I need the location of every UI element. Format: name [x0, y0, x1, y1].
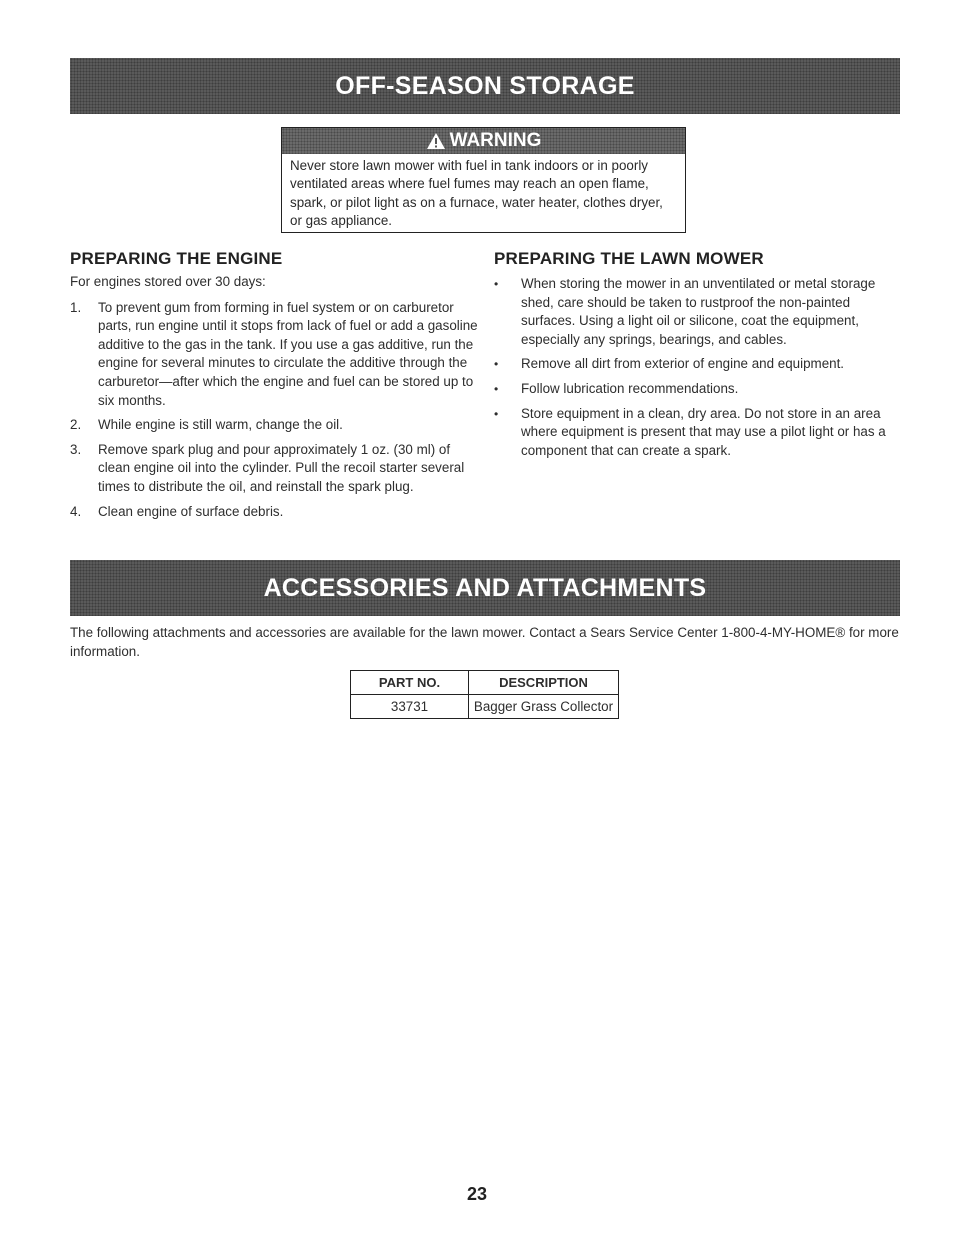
list-item: [494, 405, 904, 461]
section-title: OFF-SEASON STORAGE: [335, 71, 635, 100]
list-item: [70, 416, 480, 435]
warning-box: [281, 127, 686, 233]
list-item: [494, 275, 904, 349]
page-number: 23: [466, 1184, 488, 1204]
step-number: 4.: [70, 503, 82, 519]
step-text: While engine is still warm, change the oil.: [98, 417, 343, 433]
step-text: Remove spark plug and pour approximately 1 oz. (30 ml) of clean engine oil into the cylinder. Pull the recoil starter several times to distribute the oil, and reinstall the spark plug.: [98, 441, 465, 494]
item-text: Follow lubrication recommendations.: [521, 380, 739, 396]
warning-title: WARNING: [449, 130, 542, 151]
bullet-icon: •: [494, 406, 499, 421]
bullet-icon: •: [494, 381, 499, 396]
part-number-cell: 33731: [351, 695, 469, 719]
engine-section: [70, 273, 480, 527]
description-cell: Bagger Grass Collector: [469, 695, 619, 719]
step-number: 3.: [70, 441, 82, 457]
bullet-icon: •: [494, 357, 499, 372]
table-header-row: [351, 671, 619, 695]
mower-section: [494, 275, 904, 466]
accessories-banner: [70, 560, 900, 616]
list-item: [494, 355, 904, 374]
warning-text: Never store lawn mower with fuel in tank indoors or in poorly ventilated areas where fuel fumes may reach an open flame, spark, or pilot light as on a furnace, water heater, clothes dryer, or gas appliance.: [290, 158, 663, 229]
bullet-icon: •: [494, 277, 499, 291]
step-text: Clean engine of surface debris.: [98, 503, 284, 519]
table-row: [351, 695, 619, 719]
off-season-storage-banner: [70, 58, 900, 114]
accessories-intro: The following attachments and accessories are available for the lawn mower. Contact a Sears Service Center 1-800-4-MY-HOME® for more information.: [70, 625, 899, 659]
list-item: [70, 503, 480, 522]
warning-triangle-icon: [426, 132, 446, 150]
warning-header: [282, 128, 685, 154]
preparing-engine-heading: PREPARING THE ENGINE: [70, 249, 283, 268]
list-item: [494, 380, 904, 399]
section-title: ACCESSORIES AND ATTACHMENTS: [263, 573, 707, 602]
preparing-mower-heading: PREPARING THE LAWN MOWER: [494, 249, 764, 268]
engine-steps: [70, 299, 480, 522]
list-item: [70, 299, 480, 411]
item-text: When storing the mower in an unventilated or metal storage shed, care should be taken to rustproof the non-painted surfaces. Using a light oil or silicone, coat the equipment, especially any springs, bearings, and cables.: [521, 276, 876, 347]
column-header-part-no: PART NO.: [351, 671, 469, 695]
engine-intro: For engines stored over 30 days:: [70, 274, 266, 289]
mower-items: [494, 275, 904, 460]
step-text: To prevent gum from forming in fuel system or on carburetor parts, run engine until it stops from lack of fuel or add a gasoline additive to the gas in the tank. If you use a gas additive, run the engine for several minutes to circulate the additive through the carburetor—after which the engine and fuel can be stored up to six months.: [98, 299, 478, 408]
column-header-description: DESCRIPTION: [469, 671, 619, 695]
item-text: Store equipment in a clean, dry area. Do not store in an area where equipment is present that may use a pilot light or has a component that can create a spark.: [521, 405, 886, 458]
step-number: 1.: [70, 299, 82, 315]
item-text: Remove all dirt from exterior of engine and equipment.: [521, 356, 845, 372]
step-number: 2.: [70, 417, 82, 433]
parts-table: [350, 670, 619, 719]
list-item: [70, 441, 480, 497]
